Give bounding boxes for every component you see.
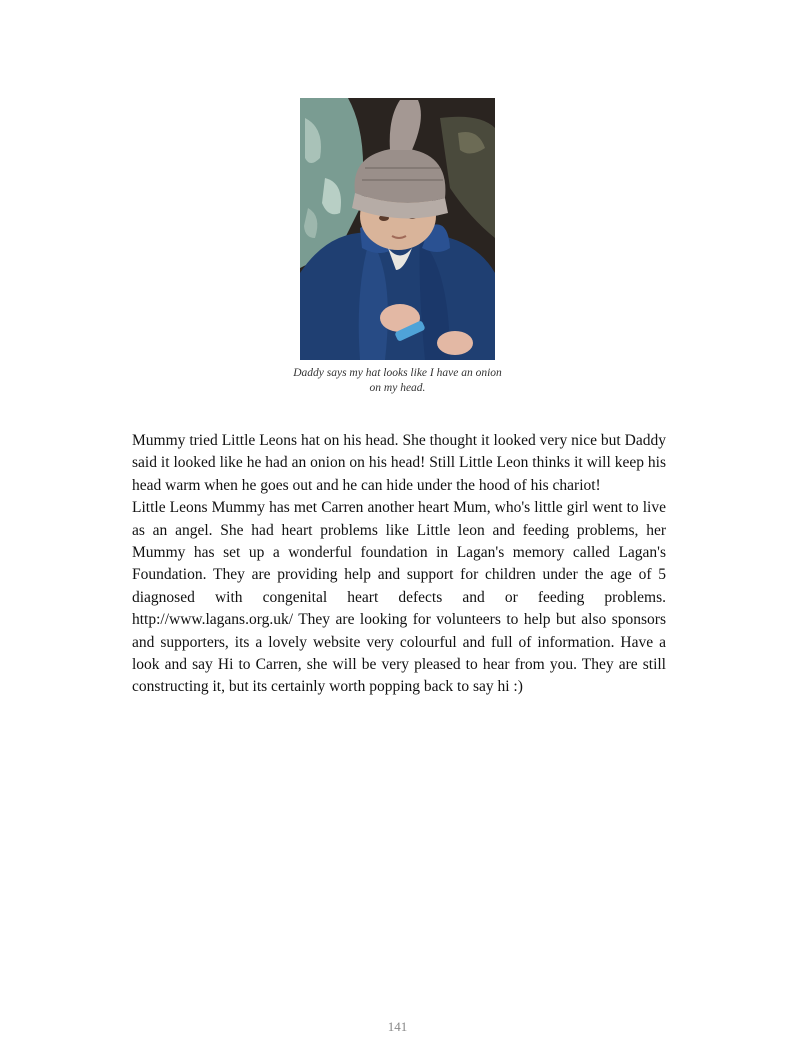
baby-photo-icon (300, 98, 495, 360)
photo-caption: Daddy says my hat looks like I have an onion on my head. (293, 367, 502, 394)
paragraph-foundation: Little Leons Mummy has met Carren another heart Mum, who's little girl went to live as an angel. She had heart problems like Little leon and feeding problems, her Mummy has set up a wonderful foundation in Lagan's memory called Lagan's Foundation. They are providing help and support for children under the age of 5 diagnosed with congenital heart defects and or feeding problems. http://www.lagans.org.uk/ They are looking for volunteers to help but also sponsors and supporters, its a lovely website very colourful and full of information. Have a look and say Hi to Carren, she will be very pleased to hear from you. They are still constructing it, but its certainly worth popping back to say hi :) (132, 499, 666, 696)
baby-photo (300, 98, 495, 360)
paragraph-hat: Mummy tried Little Leons hat on his head. She thought it looked very nice but Daddy said it looked like he had an onion on his head! Still Little Leon thinks it will keep his head warm when he goes out and he can hide under the hood of his chariot! (132, 432, 666, 494)
page-number: 141 (387, 1019, 408, 1034)
story-text (132, 430, 666, 699)
